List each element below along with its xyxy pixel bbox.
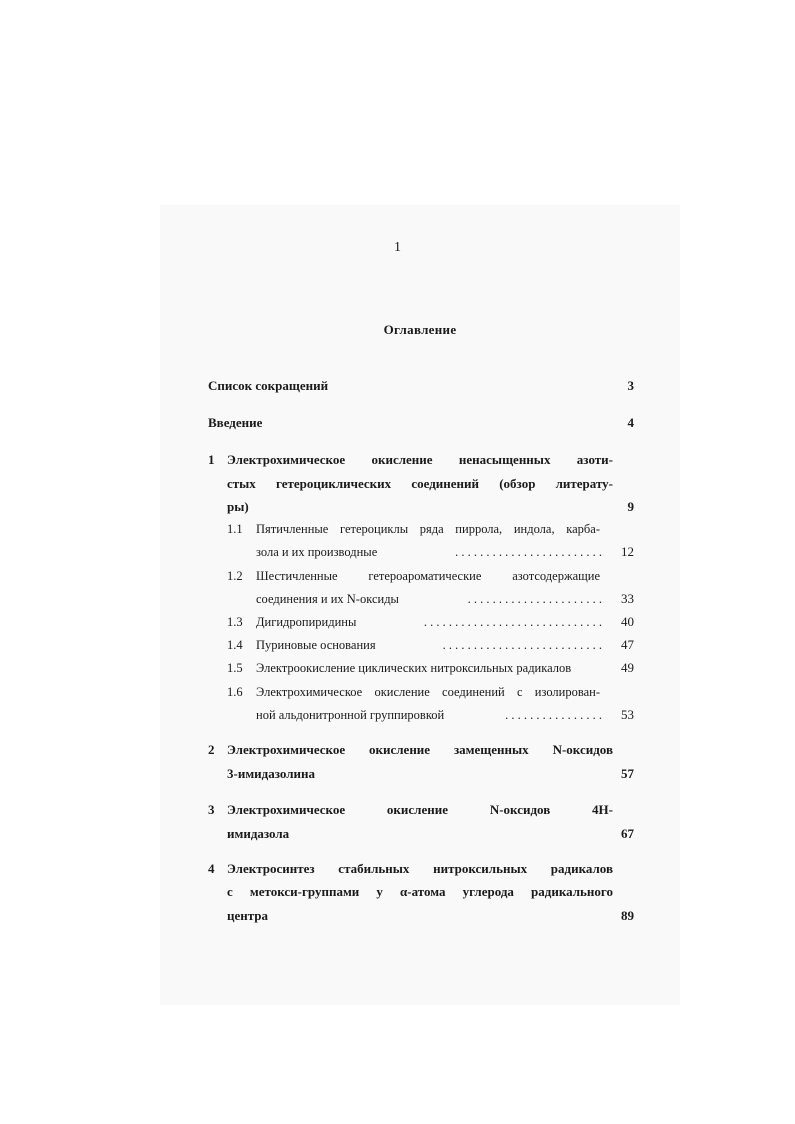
section-page: 53 bbox=[621, 707, 634, 722]
chapter-title-line: Электрохимическое окисление N-оксидов 4Н- bbox=[227, 802, 613, 817]
chapter-title-line: ры) bbox=[227, 499, 249, 514]
toc-entry-abbreviations: Список сокращений bbox=[208, 378, 329, 393]
chapter-title-line: Электрохимическое окисление замещенных N-оксидов bbox=[227, 742, 613, 757]
chapter-page: 67 bbox=[621, 826, 634, 841]
section-page: 33 bbox=[621, 591, 634, 606]
leader-dots: . . . . . . . . . . . . . . . . . . . . . . bbox=[467, 592, 602, 606]
chapter-title-line: имидазола bbox=[227, 826, 290, 841]
section-title-line: ной альдонитронной группировкой bbox=[256, 708, 445, 722]
leader-dots: . . . . . . . . . . . . . . . . . . . . . . . . . . bbox=[442, 638, 602, 652]
section-title-line: Шестичленные гетероароматические азотсодержащие bbox=[256, 569, 600, 583]
chapter-page: 57 bbox=[621, 766, 634, 781]
chapter-number: 4 bbox=[208, 861, 215, 876]
section-number: 1.1 bbox=[227, 522, 243, 536]
section-number: 1.4 bbox=[227, 638, 243, 652]
section-number: 1.6 bbox=[227, 685, 243, 699]
section-page: 47 bbox=[621, 637, 634, 652]
section-page: 12 bbox=[621, 544, 634, 559]
leader-dots: . . . . . . . . . . . . . . . . bbox=[505, 708, 602, 722]
page-number: 1 bbox=[394, 240, 401, 255]
toc-entry-introduction: Введение bbox=[208, 415, 263, 430]
chapter-title-line: Электросинтез стабильных нитроксильных радикалов bbox=[227, 861, 613, 876]
section-number: 1.5 bbox=[227, 661, 243, 675]
section-title-line: Электроокисление циклических нитроксильных радикалов bbox=[256, 661, 572, 675]
section-page: 49 bbox=[621, 660, 634, 675]
section-number: 1.3 bbox=[227, 615, 243, 629]
chapter-title-line: центра bbox=[227, 908, 269, 923]
chapter-page: 89 bbox=[621, 908, 634, 923]
toc-page-abbreviations: 3 bbox=[627, 378, 634, 393]
leader-dots: . . . . . . . . . . . . . . . . . . . . . . . . . . . . . bbox=[423, 615, 602, 629]
toc-heading: Оглавление bbox=[383, 322, 457, 337]
section-number: 1.2 bbox=[227, 569, 243, 583]
chapter-title-line: Электрохимическое окисление ненасыщенных азоти- bbox=[227, 452, 613, 467]
section-title-line: Пуриновые основания bbox=[256, 638, 376, 652]
section-title-line: Дигидропиридины bbox=[256, 615, 357, 629]
toc-page-introduction: 4 bbox=[627, 415, 634, 430]
section-title-line: зола и их производные bbox=[256, 545, 378, 559]
chapter-title-line: с метокси-группами у α-атома углерода радикального bbox=[227, 884, 613, 899]
section-title-line: Электрохимическое окисление соединений с изолирован- bbox=[256, 685, 600, 699]
section-title-line: соединения и их N-оксиды bbox=[256, 592, 399, 606]
chapter-number: 3 bbox=[208, 802, 215, 817]
chapter-number: 1 bbox=[208, 452, 215, 467]
leader-dots: . . . . . . . . . . . . . . . . . . . . . . . . bbox=[455, 545, 602, 559]
section-page: 40 bbox=[621, 614, 634, 629]
chapter-number: 2 bbox=[208, 742, 215, 757]
section-title-line: Пятичленные гетероциклы ряда пиррола, индола, карба- bbox=[256, 522, 600, 536]
chapter-title-line: стых гетероциклических соединений (обзор литерату- bbox=[227, 476, 613, 491]
chapter-page: 9 bbox=[627, 499, 634, 514]
chapter-title-line: 3-имидазолина bbox=[227, 766, 315, 781]
